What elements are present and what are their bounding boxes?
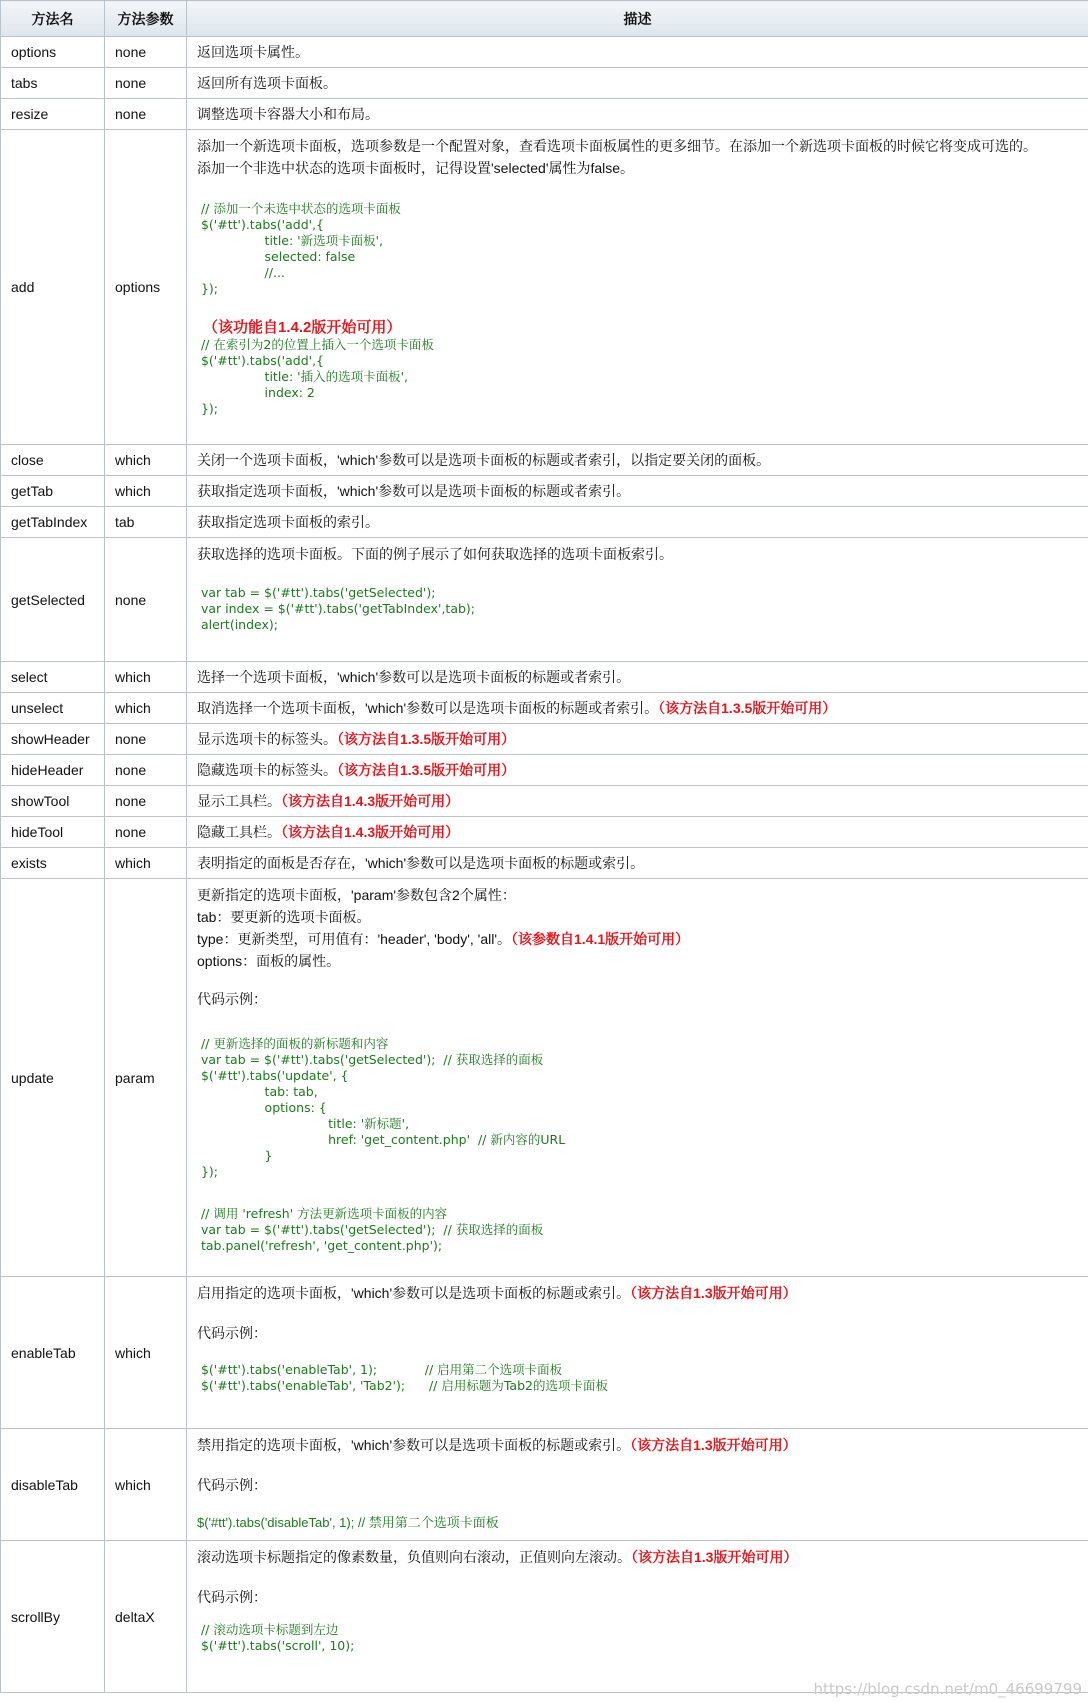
method-desc: 返回所有选项卡面板。 [187, 68, 1088, 99]
desc-line: tab：要更新的选项卡面板。 [197, 909, 371, 925]
desc-text: 滚动选项卡标题指定的像素数量，负值则向右滚动，正值则向左滚动。 [197, 1549, 631, 1565]
desc-line: 获取选择的选项卡面板。下面的例子展示了如何获取选择的选项卡面板索引。 [197, 546, 673, 562]
method-name: select [1, 662, 105, 693]
code-example: // 添加一个未选中状态的选项卡面板 $('#tt').tabs('add',{ title: '新选项卡面板', selected: false //... }); [200, 201, 401, 296]
version-note: （该方法自1.3.5版开始可用） [337, 762, 516, 778]
method-desc [187, 130, 1088, 445]
table-row [1, 99, 1088, 130]
table-row [1, 507, 1088, 538]
method-param: none [105, 68, 187, 99]
table-row [1, 848, 1088, 879]
method-name: disableTab [1, 1429, 105, 1541]
desc-text: 显示工具栏。 [197, 793, 281, 809]
table-row [1, 879, 1088, 1277]
table-row [1, 130, 1088, 445]
version-note: （该方法自1.3版开始可用） [630, 1285, 797, 1301]
example-label: 代码示例： [197, 991, 267, 1007]
method-param: which [105, 1277, 187, 1429]
method-name: hideTool [1, 817, 105, 848]
method-desc: 选择一个选项卡面板，'which'参数可以是选项卡面板的标题或者索引。 [187, 662, 1088, 693]
table-row [1, 786, 1088, 817]
example-label: 代码示例： [197, 1589, 267, 1605]
code-example: $('#tt').tabs('disableTab', 1); // 禁用第二个选项卡面板 [197, 1515, 499, 1530]
method-name: update [1, 879, 105, 1277]
desc-line [197, 928, 1078, 950]
method-desc [187, 724, 1088, 755]
desc-line [197, 1546, 1078, 1568]
desc-line [197, 1282, 1078, 1304]
desc-text: 显示选项卡的标签头。 [197, 731, 337, 747]
watermark: https://blog.csdn.net/m0_46699799 [813, 1680, 1082, 1698]
code-example: var tab = $('#tt').tabs('getSelected'); var index = $('#tt').tabs('getTabIndex',tab); alert(index); [200, 585, 476, 632]
method-desc [187, 755, 1088, 786]
desc-line [197, 1434, 1078, 1456]
table-row [1, 755, 1088, 786]
method-param: options [105, 130, 187, 445]
table-row [1, 68, 1088, 99]
table-row [1, 476, 1088, 507]
method-name: getTabIndex [1, 507, 105, 538]
method-desc [187, 786, 1088, 817]
method-param: which [105, 662, 187, 693]
desc-text: 取消选择一个选项卡面板，'which'参数可以是选项卡面板的标题或者索引。 [197, 700, 659, 716]
method-param: none [105, 817, 187, 848]
method-desc [187, 1429, 1088, 1541]
example-label: 代码示例： [197, 1477, 267, 1493]
table-row [1, 1429, 1088, 1541]
version-note: （该方法自1.3.5版开始可用） [337, 731, 516, 747]
code-example: $('#tt').tabs('enableTab', 1); // 启用第二个选项卡面板 $('#tt').tabs('enableTab', 'Tab2'); // 启用标题为Tab2的选项卡面板 [200, 1362, 608, 1393]
method-desc: 表明指定的面板是否存在，'which'参数可以是选项卡面板的标题或索引。 [187, 848, 1088, 879]
method-desc [187, 879, 1088, 1277]
desc-text: 启用指定的选项卡面板，'which'参数可以是选项卡面板的标题或索引。 [197, 1285, 631, 1301]
table-row [1, 37, 1088, 68]
table-row [1, 538, 1088, 662]
method-desc: 返回选项卡属性。 [187, 37, 1088, 68]
method-name: showHeader [1, 724, 105, 755]
header-method-name: 方法名 [1, 1, 105, 37]
method-name: showTool [1, 786, 105, 817]
method-desc: 调整选项卡容器大小和布局。 [187, 99, 1088, 130]
method-name: exists [1, 848, 105, 879]
table-row [1, 817, 1088, 848]
header-method-param: 方法参数 [105, 1, 187, 37]
code-example: // 滚动选项卡标题到左边 $('#tt').tabs('scroll', 10); [200, 1622, 355, 1653]
method-desc: 获取指定选项卡面板，'which'参数可以是选项卡面板的标题或者索引。 [187, 476, 1088, 507]
method-desc: 获取指定选项卡面板的索引。 [187, 507, 1088, 538]
method-name: options [1, 37, 105, 68]
table-row [1, 662, 1088, 693]
version-note: （该方法自1.4.3版开始可用） [281, 793, 460, 809]
method-name: close [1, 445, 105, 476]
code-example: // 调用 'refresh' 方法更新选项卡面板的内容 var tab = $('#tt').tabs('getSelected'); // 获取选择的面板 tab.panel('refresh', 'get_content.php'); [200, 1206, 544, 1253]
method-desc [187, 817, 1088, 848]
method-name: hideHeader [1, 755, 105, 786]
version-note: （该参数自1.4.1版开始可用） [511, 931, 690, 947]
table-row [1, 1277, 1088, 1429]
method-desc: 关闭一个选项卡面板，'which'参数可以是选项卡面板的标题或者索引，以指定要关闭的面板。 [187, 445, 1088, 476]
method-desc [187, 538, 1088, 662]
method-desc [187, 693, 1088, 724]
method-param: tab [105, 507, 187, 538]
desc-text: 隐藏选项卡的标签头。 [197, 762, 337, 778]
method-param: which [105, 1429, 187, 1541]
desc-text: 隐藏工具栏。 [197, 824, 281, 840]
method-name: scrollBy [1, 1541, 105, 1693]
method-desc [187, 1277, 1088, 1429]
desc-text: 禁用指定的选项卡面板，'which'参数可以是选项卡面板的标题或索引。 [197, 1437, 631, 1453]
method-param: which [105, 693, 187, 724]
table-row [1, 445, 1088, 476]
table-header-row [1, 1, 1088, 37]
example-label: 代码示例： [197, 1325, 267, 1341]
desc-line: options：面板的属性。 [197, 953, 341, 969]
desc-line: 添加一个新选项卡面板，选项参数是一个配置对象，查看选项卡面板属性的更多细节。在添加一个新选项卡面板的时候它将变成可选的。 [197, 138, 1037, 154]
method-param: which [105, 445, 187, 476]
version-note: （该功能自1.4.2版开始可用） [203, 319, 402, 336]
table-row [1, 1541, 1088, 1693]
version-note: （该方法自1.3.5版开始可用） [658, 700, 837, 716]
method-param: none [105, 37, 187, 68]
method-name: unselect [1, 693, 105, 724]
method-param: param [105, 879, 187, 1277]
method-name: resize [1, 99, 105, 130]
version-note: （该方法自1.3版开始可用） [631, 1549, 798, 1565]
method-name: getSelected [1, 538, 105, 662]
table-row [1, 724, 1088, 755]
version-note: （该方法自1.3版开始可用） [630, 1437, 797, 1453]
method-name: tabs [1, 68, 105, 99]
table-row [1, 693, 1088, 724]
method-param: none [105, 99, 187, 130]
method-param: which [105, 476, 187, 507]
method-name: add [1, 130, 105, 445]
method-desc [187, 1541, 1088, 1693]
desc-line: 更新指定的选项卡面板，'param'参数包含2个属性： [197, 887, 516, 903]
desc-text: type：更新类型，可用值有：'header', 'body', 'all'。 [197, 931, 512, 947]
method-param: none [105, 786, 187, 817]
desc-line: 添加一个非选中状态的选项卡面板时，记得设置'selected'属性为false。 [197, 160, 635, 176]
version-note: （该方法自1.4.3版开始可用） [281, 824, 460, 840]
method-param: which [105, 848, 187, 879]
code-example: // 在索引为2的位置上插入一个选项卡面板 $('#tt').tabs('add',{ title: '插入的选项卡面板', index: 2 }); [200, 337, 434, 416]
method-param: none [105, 755, 187, 786]
header-description: 描述 [187, 1, 1088, 37]
method-param: none [105, 538, 187, 662]
method-param: deltaX [105, 1541, 187, 1693]
method-name: enableTab [1, 1277, 105, 1429]
method-param: none [105, 724, 187, 755]
method-name: getTab [1, 476, 105, 507]
code-example: // 更新选择的面板的新标题和内容 var tab = $('#tt').tabs('getSelected'); // 获取选择的面板 $('#tt').tabs('update', { tab: tab, options: { title: '新标题', href: 'get_content.php' // 新内容的URL } }); [200, 1036, 566, 1179]
